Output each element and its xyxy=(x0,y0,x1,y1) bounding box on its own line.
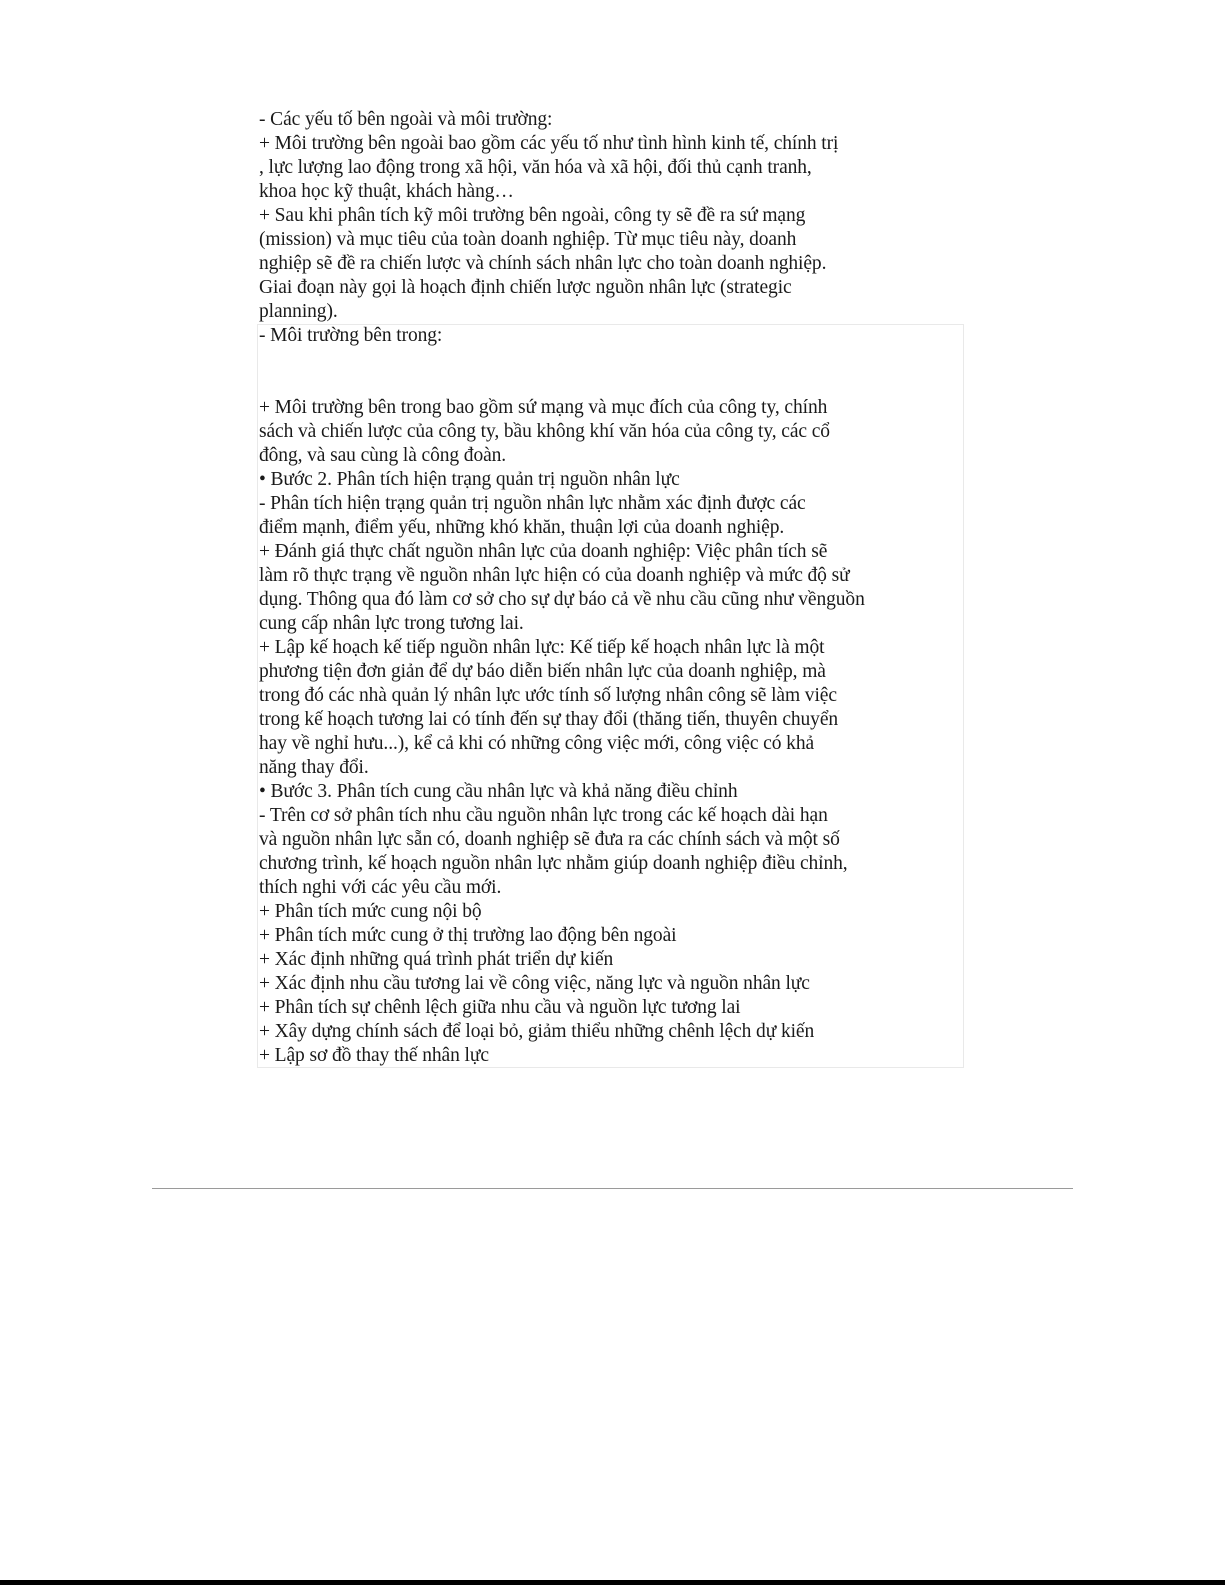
text-line: - Phân tích hiện trạng quản trị nguồn nhân lực nhằm xác định được các xyxy=(259,493,806,514)
text-line: - Các yếu tố bên ngoài và môi trường: xyxy=(259,109,553,130)
list-item: + Phân tích sự chênh lệch giữa nhu cầu và nguồn lực tương lai xyxy=(259,997,741,1018)
text-line: trong đó các nhà quản lý nhân lực ước tính số lượng nhân công sẽ làm việc xyxy=(259,685,837,706)
text-line: - Trên cơ sở phân tích nhu cầu nguồn nhân lực trong các kế hoạch dài hạn xyxy=(259,805,828,826)
page-divider xyxy=(152,1188,1073,1189)
internal-environment-heading-block xyxy=(259,324,959,348)
text-line: sách và chiến lược của công ty, bầu không khí văn hóa của công ty, các cổ xyxy=(259,421,830,442)
list-item: + Phân tích mức cung nội bộ xyxy=(259,901,482,922)
internal-environment-text xyxy=(259,396,959,1068)
bottom-edge-band xyxy=(0,1580,1225,1585)
text-line: + Sau khi phân tích kỹ môi trường bên ngoài, công ty sẽ đề ra sứ mạng xyxy=(259,205,806,226)
list-item: + Lập sơ đồ thay thế nhân lực xyxy=(259,1045,489,1066)
list-item: + Xây dựng chính sách để loại bỏ, giảm thiểu những chênh lệch dự kiến xyxy=(259,1021,815,1042)
text-line: năng thay đổi. xyxy=(259,757,369,778)
text-line: hay về nghỉ hưu...), kể cả khi có những công việc mới, công việc có khả xyxy=(259,733,815,754)
text-line: + Môi trường bên trong bao gồm sứ mạng và mục đích của công ty, chính xyxy=(259,397,828,418)
text-line: đông, và sau cùng là công đoàn. xyxy=(259,445,507,466)
text-line: khoa học kỹ thuật, khách hàng… xyxy=(259,181,514,202)
step-heading: • Bước 3. Phân tích cung cầu nhân lực và khả năng điều chỉnh xyxy=(259,781,738,802)
text-line: thích nghi với các yêu cầu mới. xyxy=(259,877,502,898)
text-line: , lực lượng lao động trong xã hội, văn hóa và xã hội, đối thủ cạnh tranh, xyxy=(259,157,812,178)
text-line: + Lập kế hoạch kế tiếp nguồn nhân lực: Kế tiếp kế hoạch nhân lực là một xyxy=(259,637,825,658)
section-heading: - Môi trường bên trong: xyxy=(259,325,443,346)
text-line: cung cấp nhân lực trong tương lai. xyxy=(259,613,524,634)
text-line: và nguồn nhân lực sẵn có, doanh nghiệp sẽ đưa ra các chính sách và một số xyxy=(259,829,840,850)
text-line: Giai đoạn này gọi là hoạch định chiến lược nguồn nhân lực (strategic xyxy=(259,277,792,298)
text-line: làm rõ thực trạng về nguồn nhân lực hiện có của doanh nghiệp và mức độ sử xyxy=(259,565,850,586)
text-line: điểm mạnh, điểm yếu, những khó khăn, thuận lợi của doanh nghiệp. xyxy=(259,517,785,538)
text-line: planning). xyxy=(259,301,338,322)
text-line: (mission) và mục tiêu của toàn doanh nghiệp. Từ mục tiêu này, doanh xyxy=(259,229,797,250)
text-line: + Môi trường bên ngoài bao gồm các yếu tố như tình hình kinh tế, chính trị xyxy=(259,133,839,154)
list-item: + Xác định nhu cầu tương lai về công việc, năng lực và nguồn nhân lực xyxy=(259,973,810,994)
text-line: chương trình, kế hoạch nguồn nhân lực nhằm giúp doanh nghiệp điều chỉnh, xyxy=(259,853,848,874)
text-line: + Đánh giá thực chất nguồn nhân lực của doanh nghiệp: Việc phân tích sẽ xyxy=(259,541,828,562)
text-line: dụng. Thông qua đó làm cơ sở cho sự dự báo cả về nhu cầu cũng như vềnguồn xyxy=(259,589,865,610)
text-line: phương tiện đơn giản để dự báo diễn biến nhân lực của doanh nghiệp, mà xyxy=(259,661,826,682)
external-factors-text xyxy=(259,108,959,324)
text-line: trong kế hoạch tương lai có tính đến sự thay đổi (thăng tiến, thuyên chuyển xyxy=(259,709,839,730)
list-item: + Xác định những quá trình phát triển dự kiến xyxy=(259,949,614,970)
text-line: nghiệp sẽ đề ra chiến lược và chính sách nhân lực cho toàn doanh nghiệp. xyxy=(259,253,827,274)
step-heading: • Bước 2. Phân tích hiện trạng quản trị nguồn nhân lực xyxy=(259,469,680,490)
list-item: + Phân tích mức cung ở thị trường lao động bên ngoài xyxy=(259,925,677,946)
